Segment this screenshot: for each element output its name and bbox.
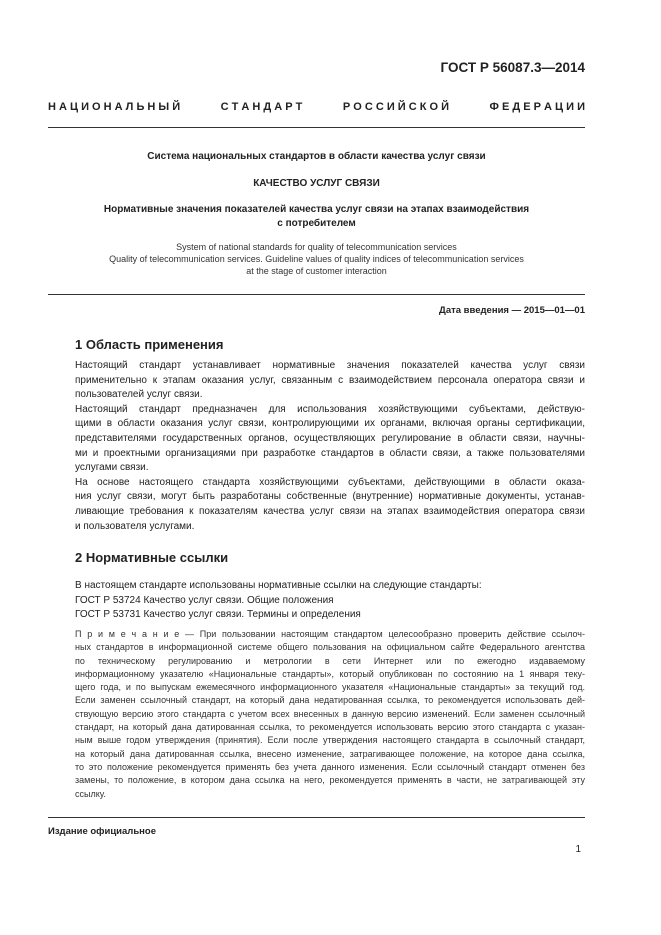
paragraph-line: услугами связи. xyxy=(75,462,149,474)
note-line: ным выше годом утверждения (принятия). Если после утверждения настоящего стандарта в ссылочный стандарт, xyxy=(75,735,585,746)
subtitle-line: с потребителем xyxy=(277,218,356,229)
subtitle-line: Нормативные значения показателей качества услуг связи на этапах взаимодействия xyxy=(103,204,530,215)
paragraph-line: На основе настоящего стандарта хозяйствующими субъектами, действующими в области оказа- xyxy=(75,476,585,488)
paragraph-line: В настоящем стандарте использованы нормативные ссылки на следующие стандарты: xyxy=(75,580,482,591)
national-standard-banner xyxy=(48,101,585,113)
paragraph-line: пользователей услуг связи. xyxy=(75,389,203,401)
edition-label: Издание официальное xyxy=(48,826,156,837)
section1-body xyxy=(75,359,585,534)
note-line: то это положение рекомендуется применять без учета данного изменения. Если ссылочный стандарт отменен без xyxy=(75,761,585,772)
banner-word: С Т А Н Д А Р Т xyxy=(220,101,303,113)
english-title-line: Quality of telecommunication services. Guideline values of quality indices of telecommunication services xyxy=(109,254,524,264)
english-title-line: at the stage of customer interaction xyxy=(246,266,387,276)
paragraph-line: представителями государственных органов, осуществляющих регулирование в области связи, научны- xyxy=(75,432,585,444)
banner-word: Р О С С И Й С К О Й xyxy=(342,101,450,113)
reference-line: ГОСТ Р 53724 Качество услуг связи. Общие положения xyxy=(75,594,334,606)
system-title: Система национальных стандартов в области качества услуг связи xyxy=(147,151,486,162)
note-line: щего года, и по выпускам ежемесячного информационного указателя «Национальные стандарты» за текущий год. xyxy=(75,682,585,693)
note-line: информационному указателю «Национальные стандарты», который опубликован по состоянию на 1 января теку- xyxy=(75,668,585,679)
section2-body xyxy=(75,579,585,623)
gost-code: ГОСТ Р 56087.3—2014 xyxy=(440,60,585,75)
note-line: по техническому регулированию и метрологии в сети Интернет или по ежегодно издаваемому xyxy=(75,655,585,666)
page-number: 1 xyxy=(575,844,581,855)
paragraph-line: ния услуг связи, могут быть разработаны собственные (внутренние) нормативные документы, устанав- xyxy=(75,491,585,503)
paragraph-line: Настоящий стандарт устанавливает нормативные значения показателей качества услуг связи xyxy=(75,360,585,371)
title-rule xyxy=(48,294,585,295)
footer-rule xyxy=(48,817,585,818)
paragraph-line: применительно к этапам оказания услуг, связанным с взаимодействием персонала оператора связи и xyxy=(75,374,585,386)
subtitle xyxy=(48,203,585,231)
section1-heading: 1 Область применения xyxy=(75,337,224,352)
english-title-line: System of national standards for quality of telecommunication services xyxy=(176,242,457,252)
note-line: ссылку. xyxy=(75,788,106,799)
paragraph-line: щими в области оказания услуг связи, контролирующими их органами, включая органы сертификации, xyxy=(75,418,585,430)
section2-heading: 2 Нормативные ссылки xyxy=(75,550,229,565)
paragraph-line: ливающие требования к показателям качества услуг связи на этапах взаимодействия оператора связи xyxy=(75,505,585,517)
banner-word: Н А Ц И О Н А Л Ь Н Ы Й xyxy=(48,101,181,113)
note-line: стандарт, на который дана датированная ссылка, то рекомендуется использовать версию этого стандарта с указан- xyxy=(75,722,585,733)
note-line: замены, то положение, в котором дана ссылка на него, рекомендуется применять в части, не затрагивающей эту xyxy=(75,775,585,786)
paragraph-line: и пользователя услугами. xyxy=(75,520,195,532)
note-line: ных стандартов в информационной системе общего пользования на официальном сайте Федерального агентства xyxy=(75,642,585,653)
banner-word: Ф Е Д Е Р А Ц И И xyxy=(489,101,585,113)
note-line: Если заменен ссылочный стандарт, на который дана недатированная ссылка, то рекомендуется использовать дей- xyxy=(75,695,585,706)
note-block xyxy=(75,628,585,801)
header-rule xyxy=(48,127,585,128)
note-line: П р и м е ч а н и е — При пользовании настоящим стандартом целесообразно проверить действие ссылоч- xyxy=(75,629,585,639)
paragraph-line: ми и проектными организациями при разработке стандартов в области связи, а также пользователями xyxy=(75,447,585,459)
introduction-date: Дата введения — 2015—01—01 xyxy=(439,305,585,316)
paragraph-line: Настоящий стандарт предназначен для использования хозяйствующими субъектами, действую- xyxy=(75,403,585,415)
reference-line: ГОСТ Р 53731 Качество услуг связи. Термины и определения xyxy=(75,609,361,621)
note-line: на который дана датированная ссылка, внесено изменение, затрагивающее положение, на которое дана ссылка, xyxy=(75,748,585,759)
note-line: ствующую версию этого стандарта с учетом всех внесенных в данную версию изменений. Если заменен ссылочный xyxy=(75,708,585,719)
main-title: КАЧЕСТВО УСЛУГ СВЯЗИ xyxy=(253,178,380,189)
english-title xyxy=(48,241,585,277)
